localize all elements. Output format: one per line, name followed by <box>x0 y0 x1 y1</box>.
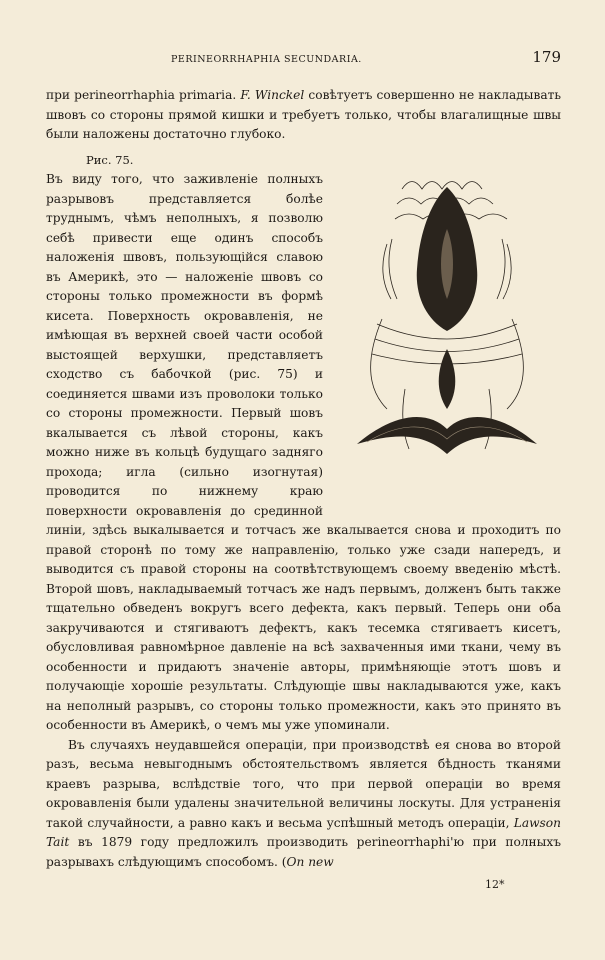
page-header <box>46 48 561 70</box>
author-winckel: F. Winckel <box>240 88 305 102</box>
author-tait: Lawson Tait <box>46 815 561 849</box>
body-text: при perineorrhaphia primaria. F. Winckel совѣтуетъ совершенно не накладывать швовъ со стороны прямой кишки и требуетъ только, чтобы влагалищные швы были наложены достаточно глубоко. Рис. 75. Въ виду того, что заживленіе полныхъ разрывовъ представляется болѣе труднымъ, чѣмъ неполныхъ, я позволю себѣ привести еще одинъ способъ наложенія швовъ, пользующійся славою въ Америкѣ, это — наложеніе швовъ со стороны только промежности въ формѣ кисета. Поверхность окровавленія, не имѣющая въ верхней своей части особой выстоящей верхушки, представляетъ сходство съ бабочкой (рис. 75) и соединяется швами изъ проволоки только со стороны промежности. Первый шовъ вкалывается съ лѣвой стороны, какъ можно ниже въ кольцѣ будущаго задняго прохода; игла (сильно изогнутая) проводится по нижнему краю поверхности окровавленія до срединной линіи, здѣсь выкалывается и тотчасъ же вкалывается снова и проходитъ по правой сторонѣ по тому же направленію, только уже сзади напередъ, и выводится съ правой стороны на соотвѣтствующемъ своему введенію мѣстѣ. Второй шовъ, накладываемый тотчасъ же надъ первымъ, долженъ быть также тщательно обведенъ вокругъ всего дефекта, какъ первый. Теперь они оба закручиваются и стягиваютъ дефектъ, какъ тесемка стягиваетъ кисетъ, обусловливая равномѣрное давленіе на всѣ захваченныя ими ткани, чему въ особенности и придаютъ значеніе авторы, примѣняющіе этотъ шовъ и получающіе хорошіе результаты. Слѣдующіе швы накладываются уже, какъ на неполный разрывъ, со стороны только промежности, какъ это принято въ особенности въ Америкѣ, о чемъ мы уже упоминали. Въ случаяхъ неудавшейся операціи, при производствѣ ея снова во второй разъ, весьма невыгоднымъ обстоятельствомъ является бѣдность тканями краевъ разрыва, вслѣдствіе того, что при первой операціи во время окровавленія были удалены значительной величины лоскуты. Для устраненія такой случайности, а равно какъ и весьма успѣшный методъ операціи, Lawson Tait въ 1879 году предложилъ производить perineorrhaphi'ю при полныхъ разрывахъ слѣдующимъ способомъ. (On new <box>46 86 561 872</box>
suture-illustration <box>347 159 547 464</box>
page-number: 179 <box>532 48 561 66</box>
paragraph-3: Въ случаяхъ неудавшейся операціи, при производствѣ ея снова во второй разъ, весьма невыгоднымъ обстоятельствомъ является бѣдность тканями краевъ разрыва, вслѣдствіе того, что при первой операціи во время окровавленія были удалены значительной величины лоскуты. Для устраненія такой случайности, а равно какъ и весьма успѣшный методъ операціи, Lawson Tait въ 1879 году предложилъ производить perineorrhaphi'ю при полныхъ разрывахъ слѣдующимъ способомъ. (On new <box>46 737 561 869</box>
figure-75 <box>333 147 561 499</box>
signature-mark: 12* <box>485 878 505 891</box>
running-head: PERINEORRHAPHIA SECUNDARIA. <box>171 54 362 65</box>
paragraph-1: при perineorrhaphia primaria. F. Winckel совѣтуетъ совершенно не накладывать швовъ со стороны прямой кишки и требуетъ только, чтобы влагалищные швы были наложены достаточно глубоко. <box>46 88 562 141</box>
figure-caption: Рис. 75. <box>86 152 134 167</box>
